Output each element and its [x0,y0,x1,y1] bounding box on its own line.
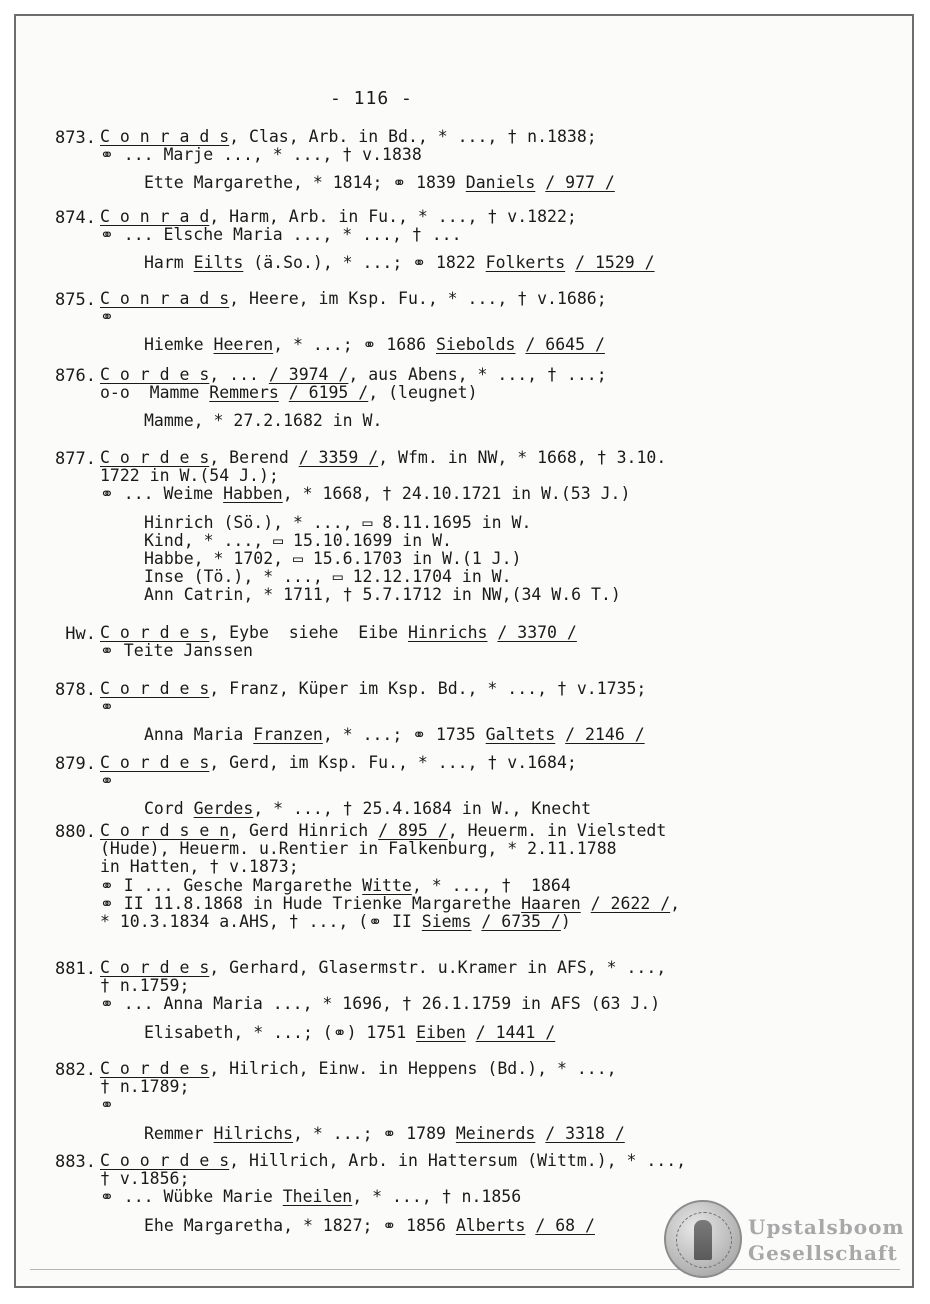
entry-line [100,1060,617,1078]
underlined-name: Hilrichs [213,1123,294,1143]
child-line [144,174,615,192]
reference-number: / 3974 / [268,365,349,384]
underlined-name: Eiben [416,1022,466,1042]
reference-number: / 3370 / [497,623,577,642]
entry-number: 873. [55,128,96,148]
entry-text [466,1023,476,1042]
entry-line [100,1188,521,1206]
reference-number: / 3359 / [298,448,379,467]
entry-text: , Gerd, im Ksp. Fu., * ..., † v.1684; [209,753,577,772]
entry-text: , Harm, Arb. in Fu., * ..., † v.1822; [209,207,577,226]
child-line [144,586,621,604]
entry-text: (ä.So.), * ...; ⚭ 1822 [243,253,486,273]
underlined-name: Habben [223,484,283,504]
entry-text [515,335,525,354]
underlined-name: Siebolds [436,335,516,355]
child-line [144,568,512,586]
entry-text: Ann Catrin, * 1711, † 5.7.1712 in NW,(34 W.6 T.) [144,585,621,605]
child-line [144,800,591,818]
entry-text: Cord [144,799,194,819]
entry-number: Hw. [65,624,96,644]
underlined-name: Hinrichs [407,623,488,642]
entry-text: Elisabeth, * ...; (⚭) 1751 [144,1022,417,1042]
entry-text: , * ..., † n.1856 [352,1187,522,1207]
entry-line [100,772,114,790]
entry-text: , * 1668, † 24.10.1721 in W.(53 J.) [282,484,631,504]
logo-text [748,1214,905,1266]
entry-text: , Heuerm. in Vielstedt [447,821,667,840]
entry-text: , * ...; ⚭ 1686 [273,335,436,355]
underlined-name: C o r d e s [100,753,210,772]
entry-text [471,912,481,931]
entry-text: Anna Maria [144,725,254,745]
entry-number: 878. [55,680,96,700]
child-line [144,514,531,532]
child-line [144,254,655,272]
entry-text: ⚭ ... Weime [100,484,224,504]
child-line [144,550,522,568]
entry-line [100,624,577,642]
underlined-name: Siems [421,912,472,931]
entry-text [565,253,575,272]
underlined-name: Haaren [521,893,581,913]
child-line [144,1125,625,1143]
entry-text: ⚭ ... Elsche Maria ..., * ..., † ... [100,225,462,245]
entry-line [100,208,577,226]
entry-text [535,173,545,192]
entry-number: 876. [55,366,96,386]
entry-line [100,858,299,876]
entry-text: Inse (Tö.), * ..., ▭ 12.12.1704 in W. [144,567,512,587]
entry-text [581,894,591,913]
entry-line [100,366,607,384]
entry-text [279,383,289,402]
underlined-name: Gerdes [193,799,254,819]
society-logo [664,1200,904,1280]
entry-line [100,308,114,326]
reference-number: / 6645 / [525,335,605,355]
reference-number: / 895 / [378,821,448,840]
entry-text: † n.1789; [100,1077,190,1097]
entry-line [100,642,253,660]
underlined-name: C o r d e s [100,623,210,642]
entry-text: ⚭ I ... Gesche Margarethe [100,875,363,895]
entry-text: , (leugnet) [368,383,478,403]
reference-number: / 1441 / [475,1022,556,1042]
entry-line [100,290,607,308]
entry-text: , * ..., † 1864 [411,875,571,895]
entry-line [100,1096,114,1114]
underlined-name: Folkerts [485,253,566,273]
entry-text [535,1124,545,1143]
reference-number: / 977 / [545,173,615,193]
seal-icon [664,1200,742,1278]
underlined-name: Remmers [209,383,279,403]
entry-text: , Berend [209,448,299,467]
reference-number: / 68 / [535,1215,595,1235]
entry-text: , Hilrich, Einw. in Heppens (Bd.), * ..., [209,1059,617,1078]
entry-text: Hinrich (Sö.), * ..., ▭ 8.11.1695 in W. [144,512,532,532]
entry-number: 874. [55,208,96,228]
reference-number: / 1529 / [575,253,655,273]
entry-line [100,467,279,485]
child-line [144,532,452,550]
underlined-name: Witte [362,875,412,895]
underlined-name: Alberts [455,1215,526,1235]
entry-text: , Gerhard, Glasermstr. u.Kramer in AFS, * ..., [209,958,667,977]
entry-text: , Heere, im Ksp. Fu., * ..., † v.1686; [229,289,607,308]
entry-line [100,977,189,995]
entry-text: ⚭ ... Marje ..., * ..., † v.1838 [100,145,422,165]
underlined-name: C o r d e s [100,365,210,384]
entry-text: ⚭ [100,307,114,327]
entry-line [100,1152,686,1170]
underlined-name: Galtets [485,725,556,745]
entry-text: † n.1759; [100,976,190,996]
entry-line [100,995,660,1013]
entry-text: ⚭ ... Anna Maria ..., * 1696, † 26.1.1759 in AFS (63 J.) [100,994,661,1014]
entry-text: , [670,893,681,913]
underlined-name: Meinerds [455,1123,536,1143]
entry-line [100,1078,189,1096]
underlined-name: C o n r a d [100,207,210,226]
reference-number: / 6195 / [288,383,369,403]
reference-number: / 6735 / [481,912,561,931]
child-line [144,412,382,430]
entry-text: † v.1856; [100,1169,190,1189]
underlined-name: C o r d e s [100,679,210,698]
underlined-name: Franzen [253,725,323,745]
entry-line [100,128,597,146]
underlined-name: C o r d e s [100,1059,210,1078]
entry-text: , * ...; ⚭ 1735 [322,725,486,745]
entry-line [100,698,114,716]
entry-text: ⚭ Teite Janssen [100,641,253,661]
entry-line [100,913,571,931]
entry-number: 879. [55,754,96,774]
underlined-name: C o n r a d s [100,127,230,146]
entry-line [100,822,666,840]
entry-number: 880. [55,822,96,842]
entry-text: ⚭ ... Wübke Marie [100,1187,283,1207]
entry-text: Harm [144,253,194,273]
child-line [144,1024,555,1042]
entry-number: 877. [55,449,96,469]
entry-line [100,754,577,772]
page-number: - 116 - [330,88,413,109]
entry-line [100,680,646,698]
underlined-name: Heeren [213,335,274,355]
entry-text: in Hatten, † v.1873; [100,857,299,877]
child-line [144,1217,595,1235]
entry-text [487,623,497,642]
entry-text: , ... [209,365,269,384]
entry-text: 1722 in W.(54 J.); [100,466,279,486]
child-line [144,726,645,744]
entry-text: , Clas, Arb. in Bd., * ..., † n.1838; [229,127,597,146]
entry-number: 882. [55,1060,96,1080]
entry-text: ) [560,912,571,931]
entry-line [100,877,571,895]
entry-line [100,146,422,164]
entry-text: , aus Abens, * ..., † ...; [348,365,607,384]
reference-number: / 3318 / [545,1123,625,1143]
underlined-name: C o n r a d s [100,289,230,308]
entry-number: 883. [55,1152,96,1172]
entry-text: ⚭ [100,1095,114,1115]
underlined-name: C o r d s e n [100,821,230,840]
entry-text: , Hillrich, Arb. in Hattersum (Wittm.), * ..., [229,1151,687,1170]
entry-text: , Gerd Hinrich [229,821,379,840]
entry-line [100,449,666,467]
underlined-name: C o r d e s [100,448,210,467]
underlined-name: Daniels [465,173,536,193]
child-line [144,336,605,354]
logo-line-2: Gesellschaft [748,1241,898,1265]
entry-text: ⚭ II 11.8.1868 in Hude Trienke Margarethe [100,893,522,913]
reference-number: / 2622 / [590,893,671,913]
entry-text: * 10.3.1834 a.AHS, † ..., (⚭ II [100,912,422,931]
entry-text: o-o Mamme [100,383,210,403]
reference-number: / 2146 / [565,725,645,745]
underlined-name: C o o r d e s [100,1151,230,1170]
entry-line [100,895,680,913]
underlined-name: Theilen [282,1187,353,1207]
entry-line [100,1170,189,1188]
underlined-name: Eilts [193,253,244,273]
entry-text: Hiemke [144,335,214,355]
entry-text: , * ...; ⚭ 1789 [293,1123,456,1143]
entry-text: ⚭ [100,771,114,791]
entry-text: Ette Margarethe, * 1814; ⚭ 1839 [144,173,466,193]
entry-text: ⚭ [100,697,114,717]
entry-text: Mamme, * 27.2.1682 in W. [144,411,383,431]
entry-text: Ehe Margaretha, * 1827; ⚭ 1856 [144,1215,456,1235]
entry-line [100,384,478,402]
entry-text: Remmer [144,1123,214,1143]
entry-line [100,485,630,503]
entry-text: , Franz, Küper im Ksp. Bd., * ..., † v.1735; [209,679,647,698]
entry-text [525,1216,535,1235]
entry-text: , * ..., † 25.4.1684 in W., Knecht [253,799,592,819]
entry-text: , Eybe siehe Eibe [209,623,408,642]
entry-number: 875. [55,290,96,310]
entry-text: (Hude), Heuerm. u.Rentier in Falkenburg, * 2.11.1788 [100,839,617,859]
underlined-name: C o r d e s [100,958,210,977]
entry-number: 881. [55,959,96,979]
entry-line [100,226,462,244]
entry-text: , Wfm. in NW, * 1668, † 3.10. [378,448,667,467]
entry-line [100,840,617,858]
entry-text: Kind, * ..., ▭ 15.10.1699 in W. [144,530,452,550]
entry-line [100,959,666,977]
logo-line-1: Upstalsboom [748,1215,905,1239]
entry-text [555,725,565,744]
entry-text: Habbe, * 1702, ▭ 15.6.1703 in W.(1 J.) [144,549,522,568]
